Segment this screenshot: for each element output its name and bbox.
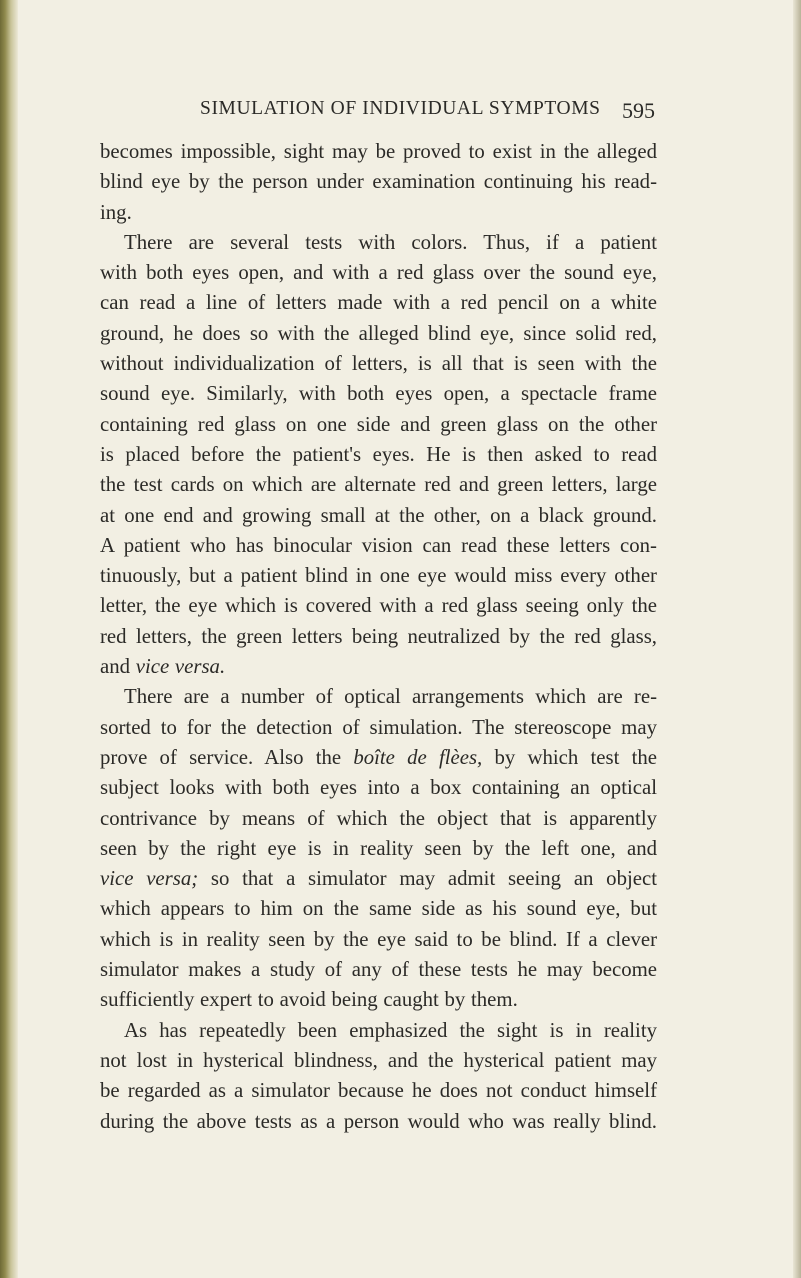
text-line: at one end and growing small at the other, on a black ground. [100, 503, 657, 527]
italic-phrase: boîte de flèes, [353, 745, 483, 769]
text-segment: prove of service. Also the [100, 745, 354, 769]
text-line: is placed before the patient's eyes. He is then asked to read [100, 442, 657, 466]
text-segment: so that a simulator may admit seeing an object [198, 867, 657, 891]
text-line: ground, he does so with the alleged blind eye, since solid red, [100, 321, 657, 345]
text-line: tinuously, but a patient blind in one eye would miss every other [100, 564, 657, 588]
text-segment: and [100, 655, 136, 679]
page-number: 595 [622, 98, 655, 123]
text-line: As has repeatedly been emphasized the sight is in reality [124, 1018, 657, 1042]
text-line: red letters, the green letters being neutralized by the red glass, [100, 624, 657, 648]
text-line: sound eye. Similarly, with both eyes open, a spectacle frame [100, 382, 657, 406]
italic-phrase: vice versa; [100, 867, 199, 891]
italic-phrase: vice versa. [135, 655, 226, 679]
text-line: without individualization of letters, is all that is seen with the [100, 352, 657, 376]
text-line [100, 743, 657, 773]
text-line: There are a number of optical arrangements which are re- [124, 685, 657, 709]
text-line: the test cards on which are alternate red and green letters, large [100, 473, 657, 497]
text-line: There are several tests with colors. Thus, if a patient [124, 230, 657, 254]
text-line: letter, the eye which is covered with a red glass seeing only the [100, 594, 657, 618]
text-line: contrivance by means of which the object that is apparently [100, 806, 657, 830]
text-line: sufficiently expert to avoid being caught by them. [100, 988, 518, 1012]
text-line: with both eyes open, and with a red glass over the sound eye, [100, 261, 657, 285]
body-text [100, 137, 657, 1137]
text-line: seen by the right eye is in reality seen by the left one, and [100, 836, 657, 860]
text-line: which is in reality seen by the eye said to be blind. If a clever [100, 927, 657, 951]
page-edge-right [793, 0, 801, 1278]
text-line: A patient who has binocular vision can read these letters con- [100, 533, 657, 557]
text-line: be regarded as a simulator because he does not conduct himself [100, 1079, 657, 1103]
text-line: containing red glass on one side and green glass on the other [100, 412, 657, 436]
text-line [100, 652, 657, 682]
text-line: not lost in hysterical blindness, and the hysterical patient may [100, 1048, 657, 1072]
page-edge-left [0, 0, 18, 1278]
text-line: blind eye by the person under examination continuing his read- [100, 170, 657, 194]
text-line: simulator makes a study of any of these tests he may become [100, 958, 657, 982]
text-line: becomes impossible, sight may be proved to exist in the alleged [100, 140, 657, 163]
text-line: ing. [100, 200, 132, 224]
text-line: which appears to him on the same side as his sound eye, but [100, 897, 657, 921]
text-line [100, 864, 657, 894]
running-head [100, 98, 655, 128]
text-segment: by which test the [482, 745, 657, 769]
text-line: sorted to for the detection of simulation. The stereoscope may [100, 715, 657, 739]
text-line: can read a line of letters made with a red pencil on a white [100, 291, 657, 315]
running-head-title: SIMULATION OF INDIVIDUAL SYMPTOMS [200, 98, 601, 119]
text-line: during the above tests as a person would who was really blind. [100, 1109, 657, 1133]
text-line: subject looks with both eyes into a box containing an optical [100, 776, 657, 800]
